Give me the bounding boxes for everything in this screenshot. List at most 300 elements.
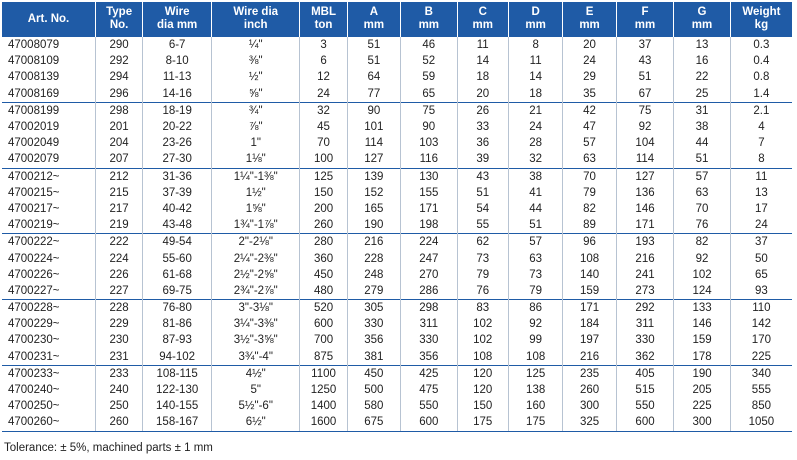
- table-cell-wire-dia-inch: 4½": [212, 365, 300, 382]
- table-cell-f: 193: [616, 234, 674, 251]
- table-cell-c: 55: [457, 217, 508, 234]
- table-cell-wire-dia-mm: 81-86: [143, 316, 212, 332]
- table-cell-b: 286: [401, 283, 458, 300]
- table-cell-c: 62: [457, 234, 508, 251]
- table-cell-g: 82: [674, 234, 731, 251]
- table-cell-wire-dia-mm: 69-75: [143, 283, 212, 300]
- table-cell-g: 51: [674, 151, 731, 168]
- table-cell-d: 44: [508, 201, 562, 217]
- table-cell-type-no: 224: [95, 250, 142, 266]
- table-cell-art-no: 47008139: [2, 69, 95, 85]
- table-cell-type-no: 219: [95, 217, 142, 234]
- table-cell-e: 300: [563, 398, 616, 414]
- table-cell-wire-dia-mm: 18-19: [143, 102, 212, 119]
- table-cell-weight: 7: [758, 137, 765, 150]
- table-cell-a: 356: [347, 332, 400, 348]
- table-cell-type-no: 240: [95, 382, 142, 398]
- table-cell-weight: 93: [754, 284, 768, 297]
- table-cell-f: 114: [616, 151, 674, 168]
- table-cell-g: 25: [674, 86, 731, 103]
- table-cell-a: 190: [347, 217, 400, 234]
- table-cell-f: 216: [616, 250, 674, 266]
- table-cell-g: 70: [674, 201, 731, 217]
- table-cell-e: 82: [563, 201, 616, 217]
- table-row: [2, 86, 792, 103]
- table-cell-e: 159: [563, 283, 616, 300]
- table-row: [2, 365, 792, 382]
- table-cell-mbl: 24: [300, 86, 347, 103]
- table-cell-weight: 0.4: [753, 55, 770, 68]
- table-cell-wire-dia-mm: 23-26: [143, 135, 212, 151]
- table-cell-c: 51: [457, 185, 508, 201]
- table-cell-g: 146: [674, 316, 731, 332]
- table-cell-wire-dia-mm: 55-60: [143, 250, 212, 266]
- table-cell-wire-dia-inch: ½": [212, 69, 300, 85]
- table-cell-g: 124: [674, 283, 731, 300]
- table-row: [2, 267, 792, 283]
- table-cell-c: 20: [457, 86, 508, 103]
- table-cell-weight: 225: [751, 350, 771, 363]
- table-cell-wire-dia-mm: 61-68: [143, 267, 212, 283]
- table-cell-type-no: 250: [95, 398, 142, 414]
- table-cell-b: 311: [401, 316, 458, 332]
- table-cell-b: 103: [401, 135, 458, 151]
- table-cell-d: 51: [508, 217, 562, 234]
- specification-table: [2, 2, 792, 432]
- table-cell-wire-dia-inch: 1⅝": [212, 201, 300, 217]
- table-cell-d: 41: [508, 185, 562, 201]
- table-cell-mbl: 450: [300, 267, 347, 283]
- column-header-line: D: [531, 6, 540, 18]
- table-cell-b: 356: [401, 349, 458, 366]
- table-cell-type-no: 290: [95, 37, 142, 54]
- table-cell-e: 140: [563, 267, 616, 283]
- table-cell-type-no: 217: [95, 201, 142, 217]
- column-header-d: [508, 2, 562, 37]
- table-cell-type-no: 227: [95, 283, 142, 300]
- table-cell-wire-dia-mm: 11-13: [143, 69, 212, 85]
- table-cell-f: 405: [616, 365, 674, 382]
- table-cell-a: 165: [347, 201, 400, 217]
- table-cell-c: 33: [457, 119, 508, 135]
- table-cell-mbl: 480: [300, 283, 347, 300]
- table-cell-mbl: 1100: [300, 365, 347, 382]
- table-cell-d: 24: [508, 119, 562, 135]
- table-cell-wire-dia-mm: 140-155: [143, 398, 212, 414]
- table-cell-e: 70: [563, 168, 616, 185]
- table-cell-art-no: 4700222~: [2, 234, 95, 251]
- table-cell-art-no: 4700229~: [2, 316, 95, 332]
- table-row: [2, 119, 792, 135]
- column-header-wire-dia-mm: [143, 2, 212, 37]
- table-cell-e: 325: [563, 414, 616, 431]
- table-cell-a: 330: [347, 316, 400, 332]
- table-cell-g: 178: [674, 349, 731, 366]
- table-cell-f: 515: [616, 382, 674, 398]
- table-cell-e: 35: [563, 86, 616, 103]
- table-cell-mbl: 12: [300, 69, 347, 85]
- table-cell-wire-dia-mm: 87-93: [143, 332, 212, 348]
- table-cell-type-no: 230: [95, 332, 142, 348]
- table-cell-wire-dia-inch: 1¼"-1⅜": [212, 168, 300, 185]
- table-cell-a: 139: [347, 168, 400, 185]
- table-cell-wire-dia-mm: 40-42: [143, 201, 212, 217]
- table-row: [2, 69, 792, 85]
- table-cell-type-no: 228: [95, 300, 142, 317]
- table-cell-art-no: 4700260~: [2, 414, 95, 431]
- table-cell-art-no: 47002049: [2, 135, 95, 151]
- table-cell-c: 43: [457, 168, 508, 185]
- table-cell-weight: 142: [751, 318, 771, 331]
- table-cell-type-no: 226: [95, 267, 142, 283]
- table-cell-b: 270: [401, 267, 458, 283]
- table-cell-c: 108: [457, 349, 508, 366]
- table-cell-mbl: 875: [300, 349, 347, 366]
- table-cell-wire-dia-mm: 108-115: [143, 365, 212, 382]
- table-cell-a: 228: [347, 250, 400, 266]
- table-cell-f: 550: [616, 398, 674, 414]
- table-cell-c: 54: [457, 201, 508, 217]
- table-cell-c: 39: [457, 151, 508, 168]
- table-cell-b: 46: [401, 37, 458, 54]
- column-header-line: B: [424, 6, 433, 18]
- table-cell-type-no: 231: [95, 349, 142, 366]
- table-cell-weight: 555: [751, 384, 771, 397]
- table-row: [2, 168, 792, 185]
- table-cell-mbl: 100: [300, 151, 347, 168]
- column-header-unit: mm: [363, 19, 385, 31]
- table-cell-f: 292: [616, 300, 674, 317]
- column-header-mbl: [300, 2, 347, 37]
- table-cell-e: 29: [563, 69, 616, 85]
- table-cell-c: 120: [457, 382, 508, 398]
- table-cell-d: 18: [508, 86, 562, 103]
- table-cell-e: 260: [563, 382, 616, 398]
- table-cell-art-no: 47008079: [2, 37, 95, 54]
- table-cell-c: 150: [457, 398, 508, 414]
- column-header-unit: mm: [418, 19, 440, 31]
- table-row: [2, 414, 792, 431]
- table-cell-a: 580: [347, 398, 400, 414]
- column-header-line: Wire: [164, 6, 190, 18]
- table-cell-e: 63: [563, 151, 616, 168]
- table-cell-f: 171: [616, 217, 674, 234]
- table-cell-e: 197: [563, 332, 616, 348]
- table-cell-wire-dia-mm: 158-167: [143, 414, 212, 431]
- table-cell-weight: 37: [730, 234, 792, 251]
- table-header-row: [2, 2, 792, 37]
- table-cell-mbl: 1250: [300, 382, 347, 398]
- table-cell-e: 57: [563, 135, 616, 151]
- column-header-a: [347, 2, 400, 37]
- table-cell-b: 52: [401, 53, 458, 69]
- table-cell-f: 600: [616, 414, 674, 431]
- column-header-line: C: [478, 6, 487, 18]
- table-cell-art-no: 4700226~: [2, 267, 95, 283]
- table-cell-g: 205: [674, 382, 731, 398]
- table-row: [2, 53, 792, 69]
- table-row: [2, 283, 792, 300]
- table-cell-c: 102: [457, 316, 508, 332]
- table-cell-d: 99: [508, 332, 562, 348]
- table-cell-b: 425: [401, 365, 458, 382]
- table-cell-e: 216: [563, 349, 616, 366]
- table-cell-f: 127: [616, 168, 674, 185]
- table-cell-g: 102: [674, 267, 731, 283]
- table-cell-d: 21: [508, 102, 562, 119]
- table-cell-a: 450: [347, 365, 400, 382]
- table-cell-b: 600: [401, 414, 458, 431]
- column-header-art-no: [2, 2, 95, 37]
- table-cell-mbl: 150: [300, 185, 347, 201]
- table-cell-mbl: 200: [300, 201, 347, 217]
- table-row: [2, 398, 792, 414]
- column-header-weight: [730, 2, 792, 37]
- table-cell-g: 22: [674, 69, 731, 85]
- table-cell-art-no: 4700227~: [2, 283, 95, 300]
- column-header-g: [674, 2, 731, 37]
- table-cell-type-no: 222: [95, 234, 142, 251]
- column-header-line: Art. No.: [27, 12, 70, 25]
- table-cell-wire-dia-inch: 2½"-2⅝": [212, 267, 300, 283]
- table-cell-wire-dia-inch: ⅝": [212, 86, 300, 103]
- table-cell-c: 102: [457, 332, 508, 348]
- table-cell-b: 90: [401, 119, 458, 135]
- table-cell-g: 92: [674, 250, 731, 266]
- table-cell-d: 8: [508, 37, 562, 54]
- table-cell-f: 146: [616, 201, 674, 217]
- column-header-line: A: [369, 6, 379, 18]
- table-cell-d: 175: [508, 414, 562, 431]
- table-cell-wire-dia-mm: 6-7: [143, 37, 212, 54]
- table-cell-c: 76: [457, 283, 508, 300]
- table-cell-a: 90: [347, 102, 400, 119]
- table-cell-art-no: 4700217~: [2, 201, 95, 217]
- table-cell-c: 175: [457, 414, 508, 431]
- table-cell-wire-dia-inch: 3¾"-4": [212, 349, 300, 366]
- table-cell-mbl: 600: [300, 316, 347, 332]
- table-cell-weight: 50: [754, 252, 768, 265]
- table-cell-mbl: 280: [300, 234, 347, 251]
- tolerance-note: Tolerance: ± 5%, machined parts ± 1 mm: [4, 442, 213, 454]
- table-cell-wire-dia-inch: 1⅛": [212, 151, 300, 168]
- table-cell-weight: 11: [730, 168, 792, 185]
- table-cell-type-no: 207: [95, 151, 142, 168]
- table-row: [2, 332, 792, 348]
- table-cell-weight: 0.3: [730, 37, 792, 54]
- table-cell-mbl: 32: [300, 102, 347, 119]
- table-cell-wire-dia-mm: 37-39: [143, 185, 212, 201]
- table-cell-e: 20: [563, 37, 616, 54]
- table-cell-f: 51: [616, 69, 674, 85]
- table-cell-d: 138: [508, 382, 562, 398]
- table-cell-wire-dia-inch: 3½"-3⅝": [212, 332, 300, 348]
- table-cell-type-no: 212: [95, 168, 142, 185]
- table-cell-c: 73: [457, 250, 508, 266]
- table-row: [2, 349, 792, 366]
- table-cell-b: 65: [401, 86, 458, 103]
- table-cell-f: 136: [616, 185, 674, 201]
- column-header-line: E: [585, 6, 594, 18]
- column-header-unit: mm: [579, 19, 600, 31]
- table-cell-b: 59: [401, 69, 458, 85]
- column-header-b: [401, 2, 458, 37]
- table-cell-b: 475: [401, 382, 458, 398]
- table-cell-weight: 1.4: [753, 87, 770, 100]
- table-row: [2, 201, 792, 217]
- table-cell-c: 18: [457, 69, 508, 85]
- table-cell-b: 550: [401, 398, 458, 414]
- table-cell-g: 63: [674, 185, 731, 201]
- table-cell-c: 14: [457, 53, 508, 69]
- column-header-unit: mm: [691, 19, 713, 31]
- table-cell-wire-dia-mm: 43-48: [143, 217, 212, 234]
- table-cell-b: 198: [401, 217, 458, 234]
- table-cell-f: 67: [616, 86, 674, 103]
- table-cell-art-no: 4700240~: [2, 382, 95, 398]
- table-cell-a: 305: [347, 300, 400, 317]
- table-cell-wire-dia-inch: 3"-3⅛": [212, 300, 300, 317]
- table-cell-f: 75: [616, 102, 674, 119]
- table-cell-b: 171: [401, 201, 458, 217]
- table-cell-art-no: 47008109: [2, 53, 95, 69]
- table-cell-d: 11: [508, 53, 562, 69]
- table-body: [2, 37, 792, 432]
- table-cell-f: 311: [616, 316, 674, 332]
- table-cell-d: 28: [508, 135, 562, 151]
- table-cell-f: 241: [616, 267, 674, 283]
- table-cell-b: 224: [401, 234, 458, 251]
- table-cell-g: 190: [674, 365, 731, 382]
- column-header-line: MBL: [311, 6, 336, 18]
- table-cell-wire-dia-inch: 2¾"-2⅞": [212, 283, 300, 300]
- table-cell-weight: 1050: [730, 414, 792, 431]
- table-cell-mbl: 520: [300, 300, 347, 317]
- table-cell-weight: 0.8: [753, 71, 770, 84]
- table-cell-a: 381: [347, 349, 400, 366]
- table-cell-weight: 110: [730, 300, 792, 317]
- table-cell-wire-dia-inch: ¼": [212, 37, 300, 54]
- table-cell-d: 86: [508, 300, 562, 317]
- table-cell-weight: 17: [754, 202, 768, 215]
- table-cell-g: 76: [674, 217, 731, 234]
- table-cell-a: 152: [347, 185, 400, 201]
- table-cell-c: 79: [457, 267, 508, 283]
- table-cell-e: 108: [563, 250, 616, 266]
- table-cell-e: 79: [563, 185, 616, 201]
- table-cell-a: 127: [347, 151, 400, 168]
- table-cell-art-no: 4700219~: [2, 217, 95, 234]
- column-header-c: [457, 2, 508, 37]
- table-cell-f: 37: [616, 37, 674, 54]
- column-header-line: G: [697, 6, 707, 18]
- table-cell-art-no: 4700228~: [2, 300, 95, 317]
- table-cell-art-no: 4700233~: [2, 365, 95, 382]
- table-cell-b: 247: [401, 250, 458, 266]
- table-cell-d: 32: [508, 151, 562, 168]
- table-cell-wire-dia-mm: 49-54: [143, 234, 212, 251]
- table-cell-d: 38: [508, 168, 562, 185]
- table-cell-g: 16: [674, 53, 731, 69]
- table-cell-d: 73: [508, 267, 562, 283]
- table-cell-f: 104: [616, 135, 674, 151]
- column-header-line: Wire dia: [233, 6, 279, 18]
- table-cell-mbl: 1400: [300, 398, 347, 414]
- table-cell-mbl: 260: [300, 217, 347, 234]
- column-header-line: F: [641, 6, 649, 18]
- table-cell-g: 31: [674, 102, 731, 119]
- table-cell-wire-dia-mm: 27-30: [143, 151, 212, 168]
- table-row: [2, 217, 792, 234]
- table-cell-d: 79: [508, 283, 562, 300]
- table-cell-d: 160: [508, 398, 562, 414]
- table-cell-c: 26: [457, 102, 508, 119]
- column-header-unit: mm: [634, 19, 656, 31]
- table-cell-b: 155: [401, 185, 458, 201]
- table-cell-weight: 4: [758, 121, 765, 134]
- table-cell-mbl: 360: [300, 250, 347, 266]
- table-cell-type-no: 229: [95, 316, 142, 332]
- table-cell-wire-dia-inch: 2"-2⅛": [212, 234, 300, 251]
- table-cell-mbl: 700: [300, 332, 347, 348]
- table-cell-weight: 2.1: [730, 102, 792, 119]
- table-cell-b: 130: [401, 168, 458, 185]
- table-cell-a: 64: [347, 69, 400, 85]
- table-cell-wire-dia-inch: 1½": [212, 185, 300, 201]
- table-cell-wire-dia-inch: 1": [212, 135, 300, 151]
- table-cell-g: 13: [674, 37, 731, 54]
- table-cell-f: 43: [616, 53, 674, 69]
- table-cell-wire-dia-inch: 6½": [212, 414, 300, 431]
- column-header-f: [616, 2, 674, 37]
- table-cell-a: 500: [347, 382, 400, 398]
- table-cell-type-no: 215: [95, 185, 142, 201]
- table-cell-d: 14: [508, 69, 562, 85]
- table-cell-e: 47: [563, 119, 616, 135]
- table-cell-a: 675: [347, 414, 400, 431]
- table-cell-b: 116: [401, 151, 458, 168]
- table-cell-art-no: 4700224~: [2, 250, 95, 266]
- table-cell-mbl: 1600: [300, 414, 347, 431]
- table-cell-d: 57: [508, 234, 562, 251]
- column-header-unit: ton: [314, 19, 333, 31]
- table-cell-g: 300: [674, 414, 731, 431]
- table-cell-e: 24: [563, 53, 616, 69]
- table-cell-wire-dia-inch: 5½"-6": [212, 398, 300, 414]
- column-header-unit: inch: [243, 19, 268, 31]
- table-cell-wire-dia-mm: 14-16: [143, 86, 212, 103]
- table-cell-wire-dia-mm: 94-102: [143, 349, 212, 366]
- table-cell-mbl: 70: [300, 135, 347, 151]
- table-cell-wire-dia-inch: 5": [212, 382, 300, 398]
- table-cell-type-no: 233: [95, 365, 142, 382]
- table-row: [2, 250, 792, 266]
- column-header-line: Type: [106, 6, 133, 18]
- table-cell-g: 225: [674, 398, 731, 414]
- table-cell-art-no: 4700212~: [2, 168, 95, 185]
- table-cell-art-no: 47008199: [2, 102, 95, 119]
- table-cell-type-no: 260: [95, 414, 142, 431]
- table-cell-type-no: 298: [95, 102, 142, 119]
- table-cell-a: 279: [347, 283, 400, 300]
- table-row: [2, 382, 792, 398]
- table-cell-type-no: 294: [95, 69, 142, 85]
- table-cell-type-no: 204: [95, 135, 142, 151]
- table-cell-f: 273: [616, 283, 674, 300]
- table-cell-a: 101: [347, 119, 400, 135]
- column-header-unit: mm: [525, 19, 546, 31]
- table-cell-weight: 8: [758, 153, 765, 166]
